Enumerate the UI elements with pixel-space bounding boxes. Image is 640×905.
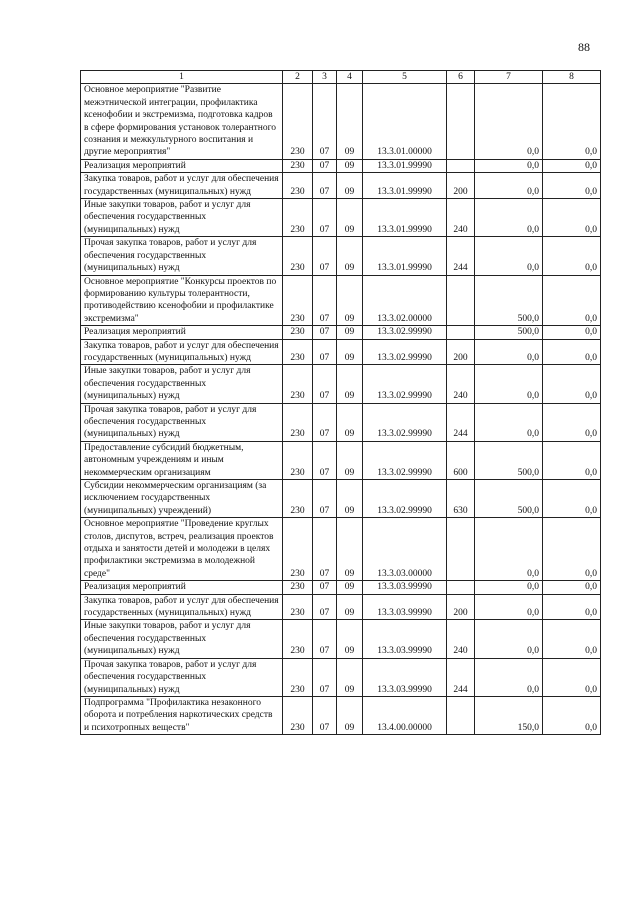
amount-current: 0,0 bbox=[475, 237, 543, 275]
row-name: Основное мероприятие "Конкурсы проектов по формированию культуры толерантности, противодействию ксенофобии и профилактике экстремизма" bbox=[81, 275, 283, 326]
table-row bbox=[81, 696, 601, 734]
table-row bbox=[81, 199, 601, 237]
code-ministry: 230 bbox=[283, 518, 313, 581]
code-target-article: 13.3.01.99990 bbox=[363, 159, 447, 172]
code-subsection: 09 bbox=[337, 237, 363, 275]
code-ministry: 230 bbox=[283, 480, 313, 518]
code-ministry: 230 bbox=[283, 594, 313, 620]
code-subsection: 09 bbox=[337, 326, 363, 339]
amount-current: 0,0 bbox=[475, 84, 543, 159]
amount-current: 500,0 bbox=[475, 275, 543, 326]
code-ministry: 230 bbox=[283, 365, 313, 403]
code-target-article: 13.3.01.99990 bbox=[363, 173, 447, 199]
code-section: 07 bbox=[313, 696, 337, 734]
code-target-article: 13.3.03.99990 bbox=[363, 594, 447, 620]
amount-current: 0,0 bbox=[475, 159, 543, 172]
code-expense-type: 200 bbox=[447, 594, 475, 620]
code-ministry: 230 bbox=[283, 84, 313, 159]
amount-current: 150,0 bbox=[475, 696, 543, 734]
code-expense-type bbox=[447, 275, 475, 326]
table-body bbox=[81, 84, 601, 735]
code-expense-type bbox=[447, 84, 475, 159]
code-target-article: 13.3.03.99990 bbox=[363, 620, 447, 658]
table-row bbox=[81, 173, 601, 199]
row-name: Субсидии некоммерческим организациям (за исключением государственных (муниципальных) учреждений) bbox=[81, 480, 283, 518]
code-expense-type: 600 bbox=[447, 441, 475, 479]
code-ministry: 230 bbox=[283, 237, 313, 275]
table-row bbox=[81, 620, 601, 658]
amount-next: 0,0 bbox=[543, 275, 601, 326]
code-target-article: 13.3.02.00000 bbox=[363, 275, 447, 326]
table-row bbox=[81, 518, 601, 581]
code-section: 07 bbox=[313, 403, 337, 441]
table-row bbox=[81, 237, 601, 275]
code-subsection: 09 bbox=[337, 480, 363, 518]
amount-next: 0,0 bbox=[543, 441, 601, 479]
table-row bbox=[81, 581, 601, 594]
amount-current: 500,0 bbox=[475, 480, 543, 518]
amount-current: 500,0 bbox=[475, 326, 543, 339]
budget-table bbox=[80, 70, 601, 735]
row-name: Иные закупки товаров, работ и услуг для обеспечения государственных (муниципальных) нужд bbox=[81, 365, 283, 403]
table-row bbox=[81, 159, 601, 172]
column-header: 4 bbox=[337, 71, 363, 84]
row-name: Иные закупки товаров, работ и услуг для обеспечения государственных (муниципальных) нужд bbox=[81, 199, 283, 237]
table-row bbox=[81, 84, 601, 159]
code-subsection: 09 bbox=[337, 339, 363, 365]
row-name: Предоставление субсидий бюджетным, автономным учреждениям и иным некоммерческим организациям bbox=[81, 441, 283, 479]
code-section: 07 bbox=[313, 275, 337, 326]
amount-next: 0,0 bbox=[543, 696, 601, 734]
code-section: 07 bbox=[313, 84, 337, 159]
code-ministry: 230 bbox=[283, 275, 313, 326]
code-target-article: 13.3.02.99990 bbox=[363, 441, 447, 479]
amount-next: 0,0 bbox=[543, 159, 601, 172]
code-section: 07 bbox=[313, 159, 337, 172]
code-section: 07 bbox=[313, 173, 337, 199]
code-expense-type: 240 bbox=[447, 365, 475, 403]
code-ministry: 230 bbox=[283, 159, 313, 172]
code-section: 07 bbox=[313, 199, 337, 237]
amount-current: 0,0 bbox=[475, 199, 543, 237]
amount-next: 0,0 bbox=[543, 84, 601, 159]
code-target-article: 13.3.02.99990 bbox=[363, 365, 447, 403]
table-row bbox=[81, 480, 601, 518]
code-expense-type bbox=[447, 581, 475, 594]
code-ministry: 230 bbox=[283, 326, 313, 339]
column-header: 7 bbox=[475, 71, 543, 84]
amount-current: 0,0 bbox=[475, 581, 543, 594]
code-section: 07 bbox=[313, 365, 337, 403]
row-name: Закупка товаров, работ и услуг для обеспечения государственных (муниципальных) нужд bbox=[81, 173, 283, 199]
row-name: Закупка товаров, работ и услуг для обеспечения государственных (муниципальных) нужд bbox=[81, 594, 283, 620]
amount-next: 0,0 bbox=[543, 237, 601, 275]
code-target-article: 13.3.02.99990 bbox=[363, 339, 447, 365]
amount-current: 0,0 bbox=[475, 658, 543, 696]
table-row bbox=[81, 594, 601, 620]
code-expense-type bbox=[447, 326, 475, 339]
page-number: 88 bbox=[578, 40, 590, 54]
code-expense-type: 200 bbox=[447, 339, 475, 365]
code-ministry: 230 bbox=[283, 199, 313, 237]
code-subsection: 09 bbox=[337, 275, 363, 326]
code-subsection: 09 bbox=[337, 658, 363, 696]
code-section: 07 bbox=[313, 658, 337, 696]
code-expense-type bbox=[447, 518, 475, 581]
code-section: 07 bbox=[313, 441, 337, 479]
row-name: Основное мероприятие "Проведение круглых столов, диспутов, встреч, реализация проектов отдыха и занятости детей и молодежи в целях профилактики экстремизма в молодежной среде" bbox=[81, 518, 283, 581]
code-ministry: 230 bbox=[283, 173, 313, 199]
code-section: 07 bbox=[313, 518, 337, 581]
amount-next: 0,0 bbox=[543, 581, 601, 594]
code-ministry: 230 bbox=[283, 658, 313, 696]
amount-current: 500,0 bbox=[475, 441, 543, 479]
code-target-article: 13.3.03.99990 bbox=[363, 581, 447, 594]
code-subsection: 09 bbox=[337, 696, 363, 734]
amount-next: 0,0 bbox=[543, 403, 601, 441]
row-name: Реализация мероприятий bbox=[81, 581, 283, 594]
row-name: Иные закупки товаров, работ и услуг для обеспечения государственных (муниципальных) нужд bbox=[81, 620, 283, 658]
amount-current: 0,0 bbox=[475, 594, 543, 620]
code-expense-type: 240 bbox=[447, 620, 475, 658]
code-expense-type: 240 bbox=[447, 199, 475, 237]
amount-current: 0,0 bbox=[475, 620, 543, 658]
amount-current: 0,0 bbox=[475, 339, 543, 365]
row-name: Реализация мероприятий bbox=[81, 159, 283, 172]
amount-current: 0,0 bbox=[475, 365, 543, 403]
code-ministry: 230 bbox=[283, 620, 313, 658]
table-row bbox=[81, 365, 601, 403]
row-name: Прочая закупка товаров, работ и услуг для обеспечения государственных (муниципальных) нужд bbox=[81, 237, 283, 275]
code-subsection: 09 bbox=[337, 173, 363, 199]
row-name: Прочая закупка товаров, работ и услуг для обеспечения государственных (муниципальных) нужд bbox=[81, 658, 283, 696]
code-target-article: 13.4.00.00000 bbox=[363, 696, 447, 734]
code-expense-type: 244 bbox=[447, 403, 475, 441]
row-name: Основное мероприятие "Развитие межэтнической интеграции, профилактика ксенофобии и экстремизма, подготовка кадров в сфере формирования установок толерантного сознания и межкультурного воспитания и другие мероприятия" bbox=[81, 84, 283, 159]
column-header: 1 bbox=[81, 71, 283, 84]
code-section: 07 bbox=[313, 326, 337, 339]
code-target-article: 13.3.03.00000 bbox=[363, 518, 447, 581]
code-target-article: 13.3.02.99990 bbox=[363, 480, 447, 518]
column-header: 2 bbox=[283, 71, 313, 84]
column-header: 6 bbox=[447, 71, 475, 84]
table-row bbox=[81, 403, 601, 441]
code-ministry: 230 bbox=[283, 696, 313, 734]
table-row bbox=[81, 441, 601, 479]
amount-current: 0,0 bbox=[475, 403, 543, 441]
row-name: Прочая закупка товаров, работ и услуг для обеспечения государственных (муниципальных) нужд bbox=[81, 403, 283, 441]
code-target-article: 13.3.01.99990 bbox=[363, 237, 447, 275]
header-row bbox=[81, 71, 601, 84]
code-expense-type: 244 bbox=[447, 237, 475, 275]
code-expense-type: 244 bbox=[447, 658, 475, 696]
row-name: Реализация мероприятий bbox=[81, 326, 283, 339]
code-subsection: 09 bbox=[337, 441, 363, 479]
table-row bbox=[81, 658, 601, 696]
code-target-article: 13.3.01.00000 bbox=[363, 84, 447, 159]
code-expense-type: 200 bbox=[447, 173, 475, 199]
amount-next: 0,0 bbox=[543, 199, 601, 237]
code-subsection: 09 bbox=[337, 581, 363, 594]
code-section: 07 bbox=[313, 620, 337, 658]
code-expense-type: 630 bbox=[447, 480, 475, 518]
column-header: 5 bbox=[363, 71, 447, 84]
code-subsection: 09 bbox=[337, 594, 363, 620]
amount-current: 0,0 bbox=[475, 173, 543, 199]
table-row bbox=[81, 326, 601, 339]
code-section: 07 bbox=[313, 594, 337, 620]
code-target-article: 13.3.03.99990 bbox=[363, 658, 447, 696]
amount-next: 0,0 bbox=[543, 173, 601, 199]
code-subsection: 09 bbox=[337, 84, 363, 159]
code-expense-type bbox=[447, 159, 475, 172]
code-ministry: 230 bbox=[283, 403, 313, 441]
table-row bbox=[81, 339, 601, 365]
amount-current: 0,0 bbox=[475, 518, 543, 581]
amount-next: 0,0 bbox=[543, 658, 601, 696]
code-subsection: 09 bbox=[337, 159, 363, 172]
amount-next: 0,0 bbox=[543, 365, 601, 403]
code-section: 07 bbox=[313, 339, 337, 365]
code-ministry: 230 bbox=[283, 581, 313, 594]
code-subsection: 09 bbox=[337, 199, 363, 237]
row-name: Закупка товаров, работ и услуг для обеспечения государственных (муниципальных) нужд bbox=[81, 339, 283, 365]
code-subsection: 09 bbox=[337, 403, 363, 441]
amount-next: 0,0 bbox=[543, 339, 601, 365]
code-section: 07 bbox=[313, 581, 337, 594]
code-ministry: 230 bbox=[283, 339, 313, 365]
code-section: 07 bbox=[313, 237, 337, 275]
code-subsection: 09 bbox=[337, 620, 363, 658]
code-section: 07 bbox=[313, 480, 337, 518]
amount-next: 0,0 bbox=[543, 518, 601, 581]
code-subsection: 09 bbox=[337, 365, 363, 403]
row-name: Подпрограмма "Профилактика незаконного оборота и потребления наркотических средств и психотропных веществ" bbox=[81, 696, 283, 734]
amount-next: 0,0 bbox=[543, 480, 601, 518]
code-target-article: 13.3.02.99990 bbox=[363, 326, 447, 339]
code-expense-type bbox=[447, 696, 475, 734]
amount-next: 0,0 bbox=[543, 594, 601, 620]
amount-next: 0,0 bbox=[543, 326, 601, 339]
code-subsection: 09 bbox=[337, 518, 363, 581]
amount-next: 0,0 bbox=[543, 620, 601, 658]
table-row bbox=[81, 275, 601, 326]
column-header: 3 bbox=[313, 71, 337, 84]
code-target-article: 13.3.02.99990 bbox=[363, 403, 447, 441]
code-target-article: 13.3.01.99990 bbox=[363, 199, 447, 237]
code-ministry: 230 bbox=[283, 441, 313, 479]
column-header: 8 bbox=[543, 71, 601, 84]
